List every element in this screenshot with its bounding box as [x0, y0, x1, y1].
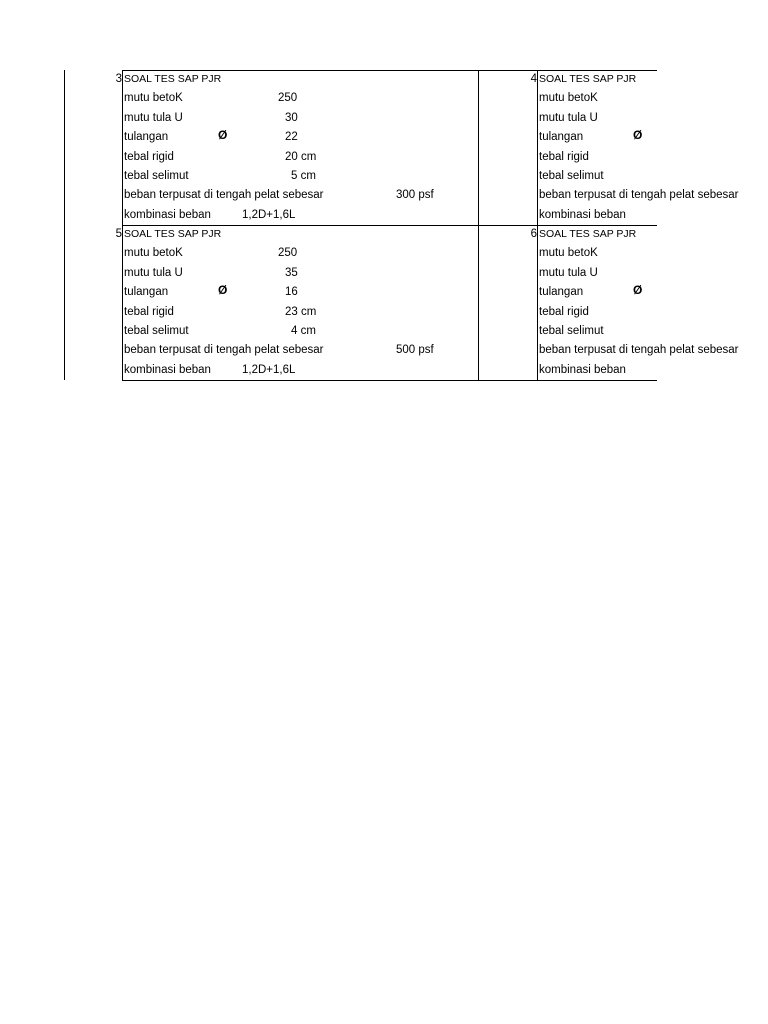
mutu-beton-value: 250: [278, 92, 298, 105]
block-title: SOAL TES SAP PJR: [124, 73, 222, 85]
tulangan-label: tulangan: [124, 131, 169, 144]
block-title: SOAL TES SAP PJR: [124, 228, 222, 240]
tebal-rigid-label: tebal rigid: [124, 150, 174, 163]
kombinasi-value: 1,2D+1,6L: [242, 208, 296, 221]
problem-block-6: [525, 225, 739, 380]
border-left: [122, 70, 123, 381]
beban-label: beban terpusat di tengah pelat sebesar: [124, 344, 324, 357]
block-number: 6: [530, 228, 537, 240]
mutu-beton-label: mutu betoK: [124, 247, 183, 260]
tebal-rigid-label: tebal rigid: [124, 305, 174, 318]
tebal-rigid-value: 23 cm: [285, 305, 317, 318]
tebal-selimut-value: 4 cm: [291, 325, 316, 337]
border-divider: [478, 70, 479, 381]
mutu-beton-label: mutu betoK: [539, 92, 598, 105]
tulangan-label: tulangan: [539, 131, 584, 144]
tebal-rigid-label: tebal rigid: [539, 305, 589, 318]
block-number: 5: [115, 228, 122, 240]
kombinasi-label: kombinasi beban: [539, 208, 626, 221]
beban-label: beban terpusat di tengah pelat sebesar: [539, 189, 739, 202]
kombinasi-label: kombinasi beban: [124, 363, 211, 376]
problem-block-4: [525, 70, 739, 225]
tebal-selimut-label: tebal selimut: [124, 170, 189, 182]
tebal-selimut-label: tebal selimut: [539, 170, 604, 182]
tulangan-value: 22: [285, 131, 298, 144]
tebal-selimut-label: tebal selimut: [124, 325, 189, 337]
spreadsheet-area: [0, 0, 768, 400]
mutu-tulangan-value: 35: [285, 266, 298, 279]
tebal-rigid-label: tebal rigid: [539, 150, 589, 163]
beban-value: 300 psf: [396, 189, 434, 202]
diameter-symbol: Ø: [633, 128, 643, 142]
kombinasi-value: 1,2D+1,6L: [242, 363, 296, 376]
mutu-tulangan-label: mutu tula U: [124, 266, 183, 279]
diameter-symbol: Ø: [218, 128, 228, 142]
mutu-beton-value: 250: [278, 247, 298, 260]
mutu-tulangan-label: mutu tula U: [124, 111, 183, 124]
mutu-beton-label: mutu betoK: [124, 92, 183, 105]
block-number: 4: [530, 73, 537, 85]
mutu-tulangan-label: mutu tula U: [539, 266, 598, 279]
kombinasi-label: kombinasi beban: [124, 208, 211, 221]
block-number: 3: [115, 73, 122, 85]
diameter-symbol: Ø: [633, 283, 643, 297]
beban-value: 500 psf: [396, 344, 434, 357]
mutu-tulangan-label: mutu tula U: [539, 111, 598, 124]
tulangan-label: tulangan: [539, 286, 584, 299]
block-title: SOAL TES SAP PJR: [539, 73, 637, 85]
mutu-beton-label: mutu betoK: [539, 247, 598, 260]
diameter-symbol: Ø: [218, 283, 228, 297]
kombinasi-label: kombinasi beban: [539, 363, 626, 376]
tebal-selimut-label: tebal selimut: [539, 325, 604, 337]
tulangan-label: tulangan: [124, 286, 169, 299]
block-title: SOAL TES SAP PJR: [539, 228, 637, 240]
beban-label: beban terpusat di tengah pelat sebesar: [539, 344, 739, 357]
beban-label: beban terpusat di tengah pelat sebesar: [124, 189, 324, 202]
tebal-rigid-value: 20 cm: [285, 150, 317, 163]
tebal-selimut-value: 5 cm: [291, 170, 316, 182]
mutu-tulangan-value: 30: [285, 111, 298, 124]
tulangan-value: 16: [285, 286, 298, 299]
